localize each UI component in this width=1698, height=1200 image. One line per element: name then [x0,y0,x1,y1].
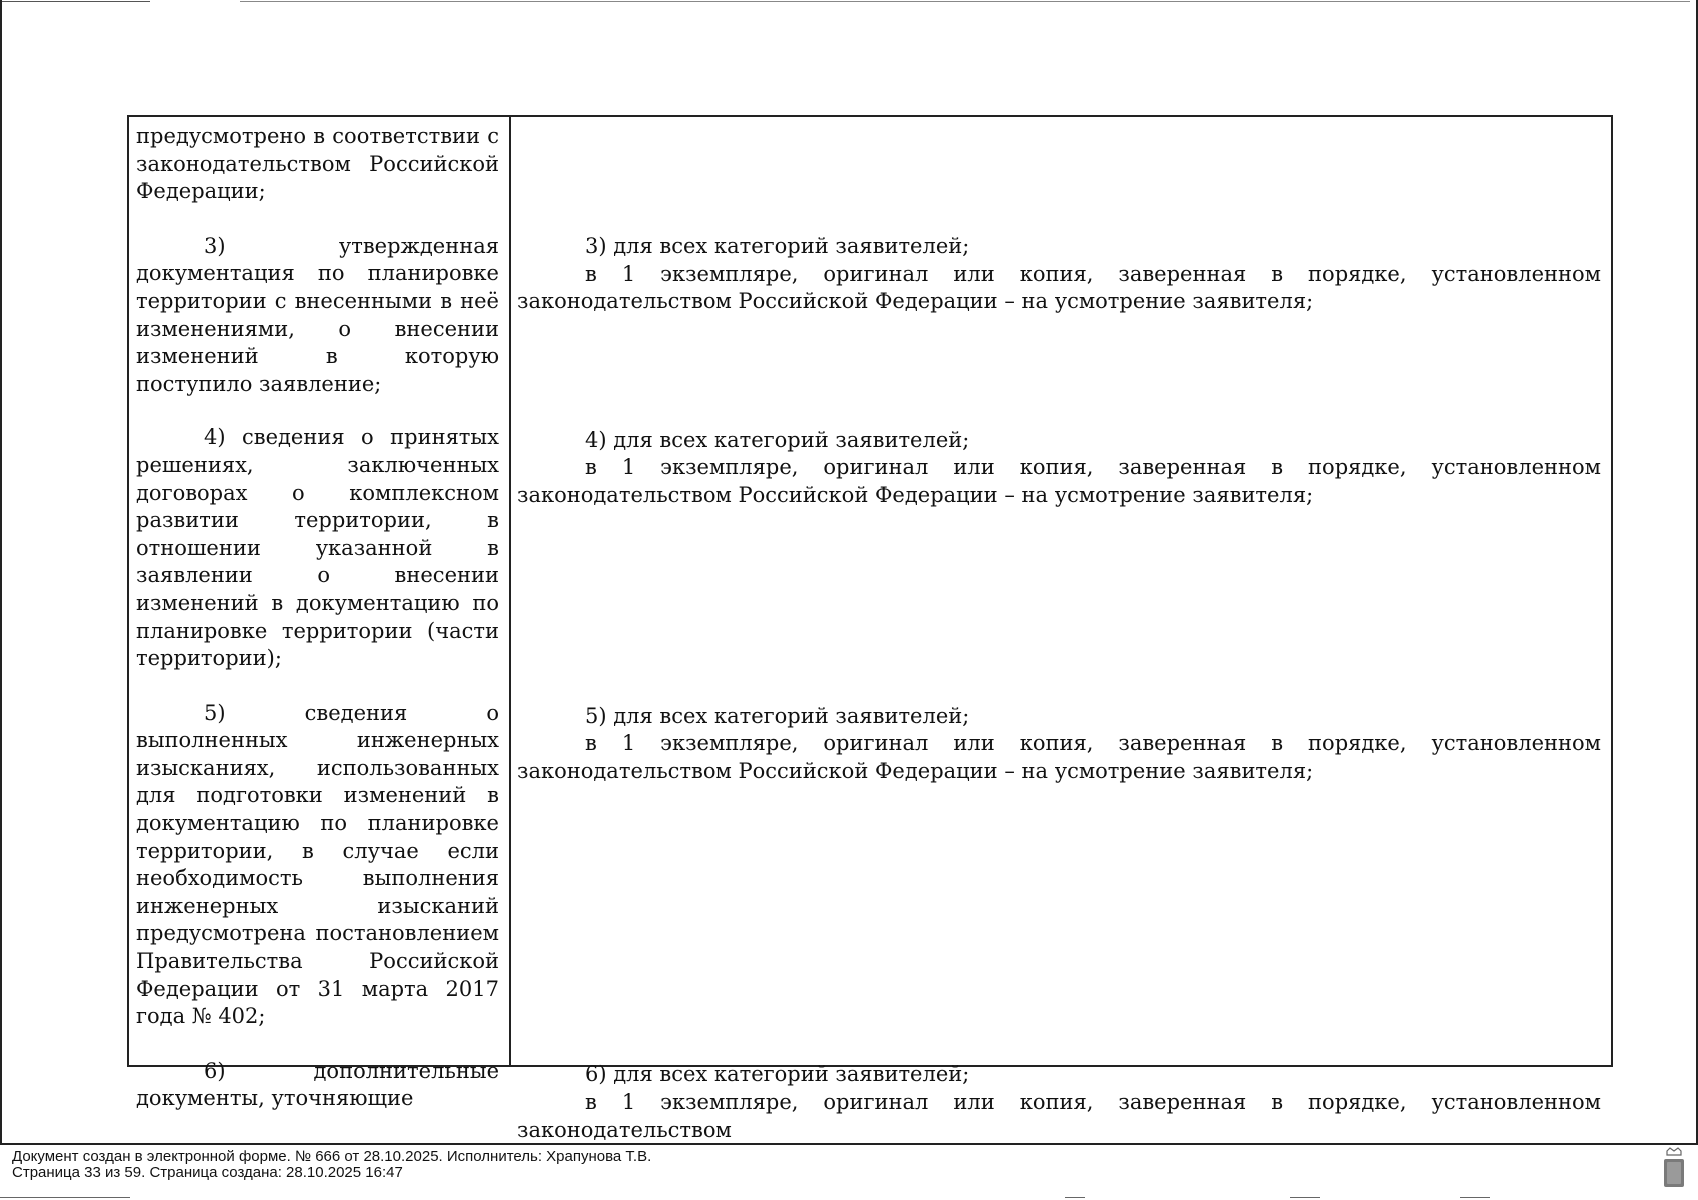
left-cell-item-5: 5) сведения о выполненных инженерных изысканиях, использованных для подготовки изменений в документацию по планировке территории, в случае если необходимость выполнения инженерных изысканий предусмотрена постановлением Правительства Российской Федерации от 31 марта 2017 года № 402; [136,700,499,1029]
footer-divider [0,1143,1698,1145]
footer-line-2: Страница 33 из 59. Страница создана: 28.10.2025 16:47 [12,1164,403,1181]
right-cell-item-4-body: в 1 экземпляре, оригинал или копия, заверенная в порядке, установленном законодательством Российской Федерации – на усмотрение заявителя; [517,455,1601,507]
table-column-documents [129,117,511,1111]
document-table [127,115,1613,1142]
scan-edge-top [0,1,1698,4]
footer-line-1: Документ создан в электронной форме. № 666 от 28.10.2025. Исполнитель: Храпунова Т.В. [12,1148,652,1165]
right-cell-item-5-head: 5) для всех категорий заявителей; [585,703,970,728]
left-cell-item-6: 6) дополнительные документы, уточняющие [136,1058,499,1111]
emblem-stamp-icon [1662,1147,1686,1189]
left-cell-item-4: 4) сведения о принятых решениях, заключенных договорах о комплексном развитии территории, в отношении указанной в заявлении о внесении изменений в документацию по планировке территории (части территории); [136,425,499,671]
right-cell-item-3-head: 3) для всех категорий заявителей; [585,234,970,258]
right-cell-item-3-body: в 1 экземпляре, оригинал или копия, заверенная в порядке, установленном законодательством Российской Федерации – на усмотрение заявителя; [517,261,1601,314]
left-cell-item-3: 3) утвержденная документация по планировке территории с внесенными в неё изменениями, о внесении изменений в которую поступило заявление; [136,233,499,396]
table-column-requirements [511,117,1611,1142]
right-cell-item-4-head: 4) для всех категорий заявителей; [585,427,970,452]
left-cell-continuation: предусмотрено в соответствии с законодательством Российской Федерации; [136,124,499,204]
right-cell-item-5-body: в 1 экземпляре, оригинал или копия, заверенная в порядке, установленном законодательством Российской Федерации – на усмотрение заявителя; [517,731,1601,783]
right-cell-item-6-head: 6) для всех категорий заявителей; [585,1062,970,1087]
document-footer [12,1149,651,1181]
right-cell-item-6-body: в 1 экземпляре, оригинал или копия, заверенная в порядке, установленном законодательством [517,1089,1601,1142]
page-border-left [0,0,2,1143]
